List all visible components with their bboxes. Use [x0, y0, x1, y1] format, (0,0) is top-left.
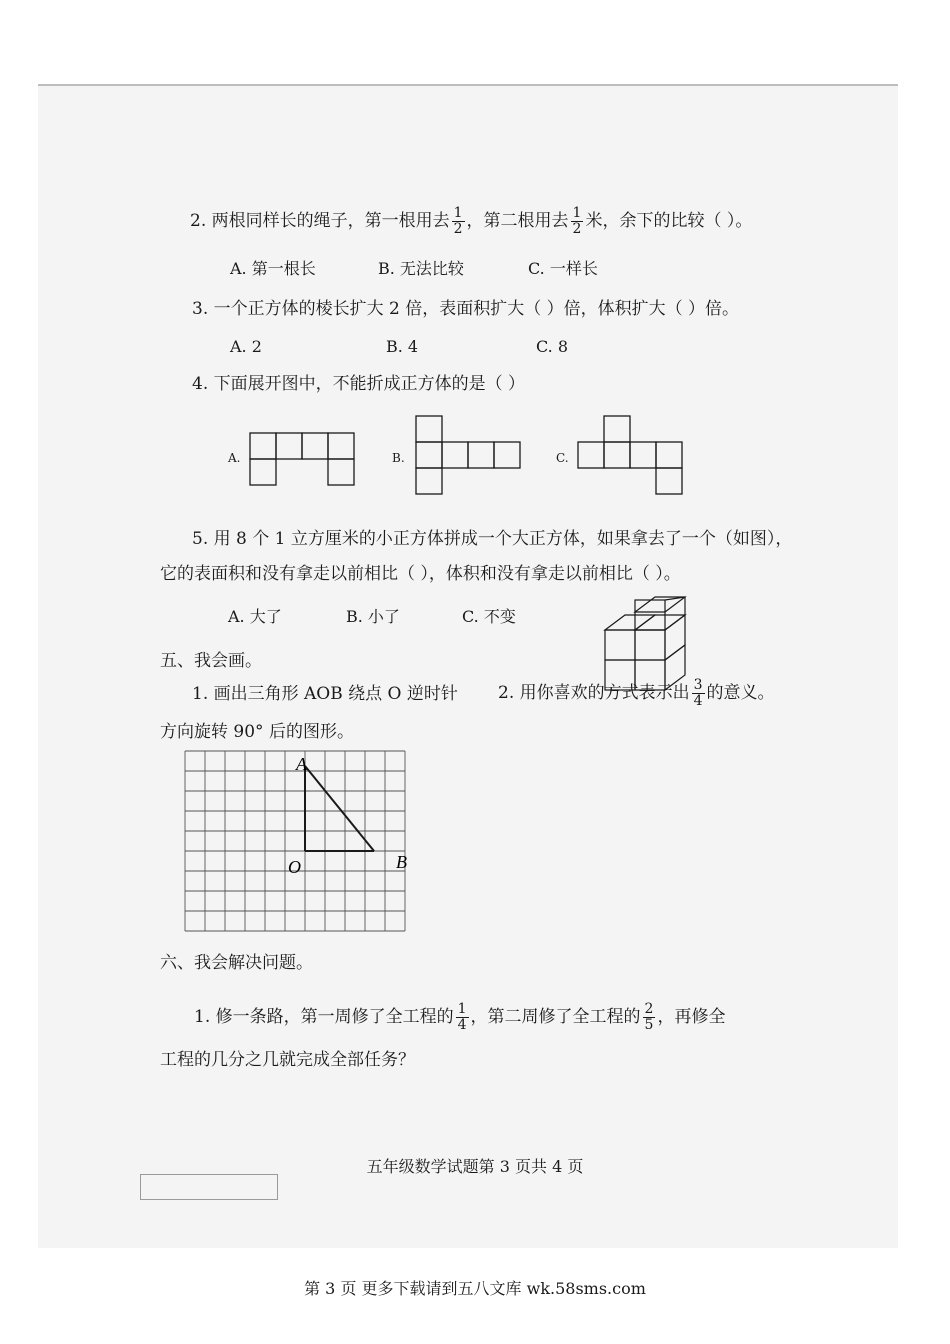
fraction-denominator: 2: [453, 221, 463, 237]
q4-text: 4. 下面展开图中，不能折成正方体的是（ ）: [192, 374, 526, 394]
one-quarter-fraction: [456, 1002, 469, 1033]
fraction-numerator: 3: [693, 677, 703, 693]
section6-q1-part3: ，再修全: [657, 1007, 726, 1027]
triangle-aob: [305, 766, 374, 851]
q2-option-a: A. 第一根长: [230, 259, 316, 278]
q2-option-b: B. 无法比较: [378, 259, 464, 278]
net-b: [416, 416, 520, 494]
fraction-numerator: 1: [572, 205, 582, 221]
q2-text-part3: 米，余下的比较（ ）。: [585, 211, 753, 231]
q4-label-a: A.: [228, 451, 241, 465]
section5-item2-text: 2. 用你喜欢的方式表示出: [498, 683, 690, 703]
point-a-label: A: [296, 754, 307, 774]
q5-line1: 5. 用 8 个 1 立方厘米的小正方体拼成一个大正方体，如果拿去了一个（如图），: [192, 529, 793, 549]
point-b-label: B: [396, 852, 407, 872]
q4-label-c: C.: [556, 451, 569, 465]
download-footer: 第 3 页 更多下载请到五八文库 wk.58sms.com: [304, 1279, 646, 1298]
section5-item2-tail: 的意义。: [706, 683, 775, 703]
page-footer: 五年级数学试题第 3 页共 4 页: [366, 1157, 584, 1176]
section5-item2: [498, 678, 775, 709]
fraction-denominator: 4: [457, 1017, 467, 1033]
rotation-grid: [182, 748, 414, 934]
q5-option-c: C. 不变: [462, 607, 516, 626]
fraction-numerator: 1: [453, 205, 463, 221]
cube-nets-figure: [0, 0, 950, 600]
q2-text-part2: ，第二根用去: [466, 211, 569, 231]
net-a: [250, 433, 354, 485]
fraction-denominator: 5: [644, 1017, 654, 1033]
section5-heading: 五、我会画。: [160, 651, 262, 671]
section6-heading: 六、我会解决问题。: [160, 953, 313, 973]
q3-option-b: B. 4: [386, 337, 419, 356]
fraction-numerator: 1: [457, 1001, 467, 1017]
fraction-denominator: 4: [693, 693, 703, 709]
margin-box: [140, 1174, 278, 1200]
q2-text-part1: 2. 两根同样长的绳子，第一根用去: [190, 211, 450, 231]
fraction-denominator: 2: [572, 221, 582, 237]
section6-q1-line1: [194, 1002, 725, 1033]
q5-option-b: B. 小了: [346, 607, 400, 626]
grid-lines: [185, 751, 405, 931]
q3-option-a: A. 2: [230, 337, 262, 356]
q4-label-b: B.: [392, 451, 405, 465]
point-o-label: O: [288, 857, 301, 877]
section6-q1-part2: ，第二周修了全工程的: [470, 1007, 641, 1027]
section5-item1-line1: 1. 画出三角形 AOB 绕点 O 逆时针: [192, 684, 458, 704]
section6-q1-part1: 1. 修一条路，第一周修了全工程的: [194, 1007, 454, 1027]
q3-text: 3. 一个正方体的棱长扩大 2 倍，表面积扩大（ ）倍，体积扩大（ ）倍。: [192, 299, 740, 319]
section6-q1-line2: 工程的几分之几就完成全部任务？: [160, 1050, 415, 1070]
two-fifths-fraction: [643, 1002, 656, 1033]
q2-option-c: C. 一样长: [528, 259, 598, 278]
net-c: [578, 416, 682, 494]
q3-option-c: C. 8: [536, 337, 569, 356]
q5-line2: 它的表面积和没有拿走以前相比（ ），体积和没有拿走以前相比（ ）。: [160, 564, 681, 584]
section5-item1-line2: 方向旋转 90° 后的图形。: [160, 722, 354, 742]
q5-option-a: A. 大了: [228, 607, 282, 626]
three-quarters-fraction: [692, 678, 705, 709]
fraction-numerator: 2: [644, 1001, 654, 1017]
